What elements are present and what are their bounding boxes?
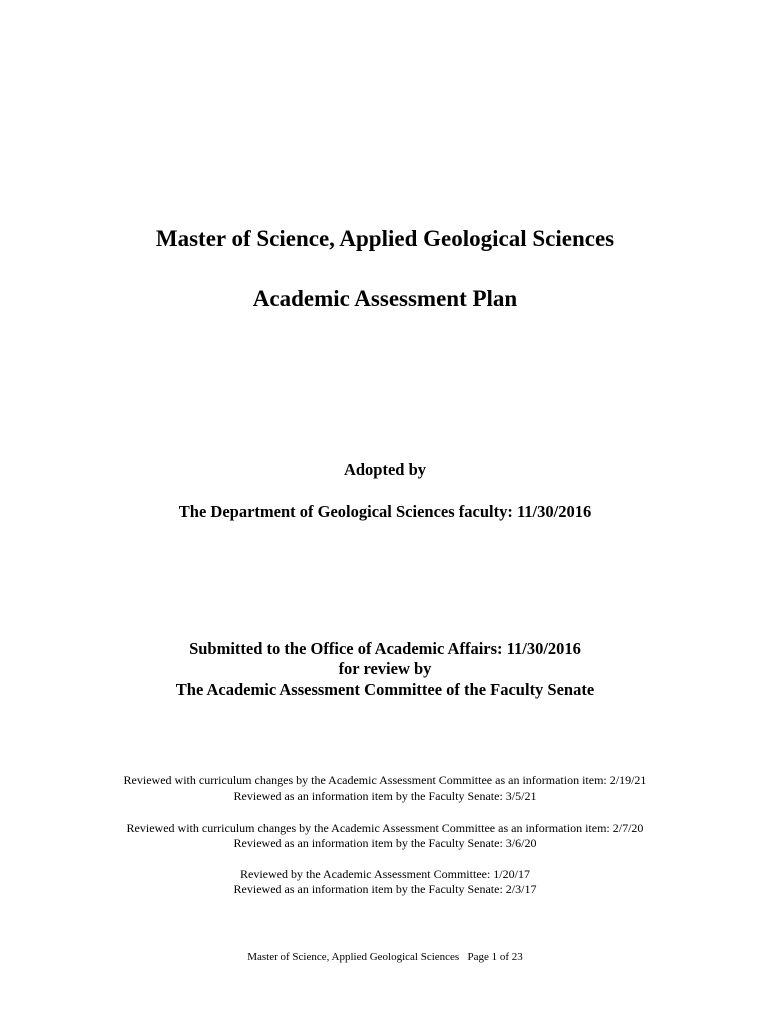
review-2020-committee: Reviewed with curriculum changes by the Academic Assessment Committee as an information item: 2/7/20	[126, 821, 644, 835]
page-footer: Master of Science, Applied Geological Sciences Page 1 of 23	[247, 951, 523, 963]
submitted-line-3: The Academic Assessment Committee of the Faculty Senate	[175, 680, 595, 699]
review-2021-senate: Reviewed as an information item by the Faculty Senate: 3/5/21	[233, 789, 537, 803]
review-2020-senate: Reviewed as an information item by the Faculty Senate: 3/6/20	[233, 836, 537, 850]
review-2017-committee: Reviewed by the Academic Assessment Committee: 1/20/17	[240, 867, 530, 881]
submitted-line-2: for review by	[338, 659, 432, 678]
adopted-heading: Adopted by	[343, 460, 427, 479]
review-2021-committee: Reviewed with curriculum changes by the Academic Assessment Committee as an information item: 2/19/21	[123, 773, 647, 787]
document-subtitle: Academic Assessment Plan	[252, 286, 518, 311]
submitted-line-1: Submitted to the Office of Academic Affairs: 11/30/2016	[189, 639, 581, 658]
adopted-line: The Department of Geological Sciences faculty: 11/30/2016	[178, 502, 592, 521]
review-2017-senate: Reviewed as an information item by the Faculty Senate: 2/3/17	[233, 882, 537, 896]
document-title: Master of Science, Applied Geological Sciences	[155, 226, 615, 251]
